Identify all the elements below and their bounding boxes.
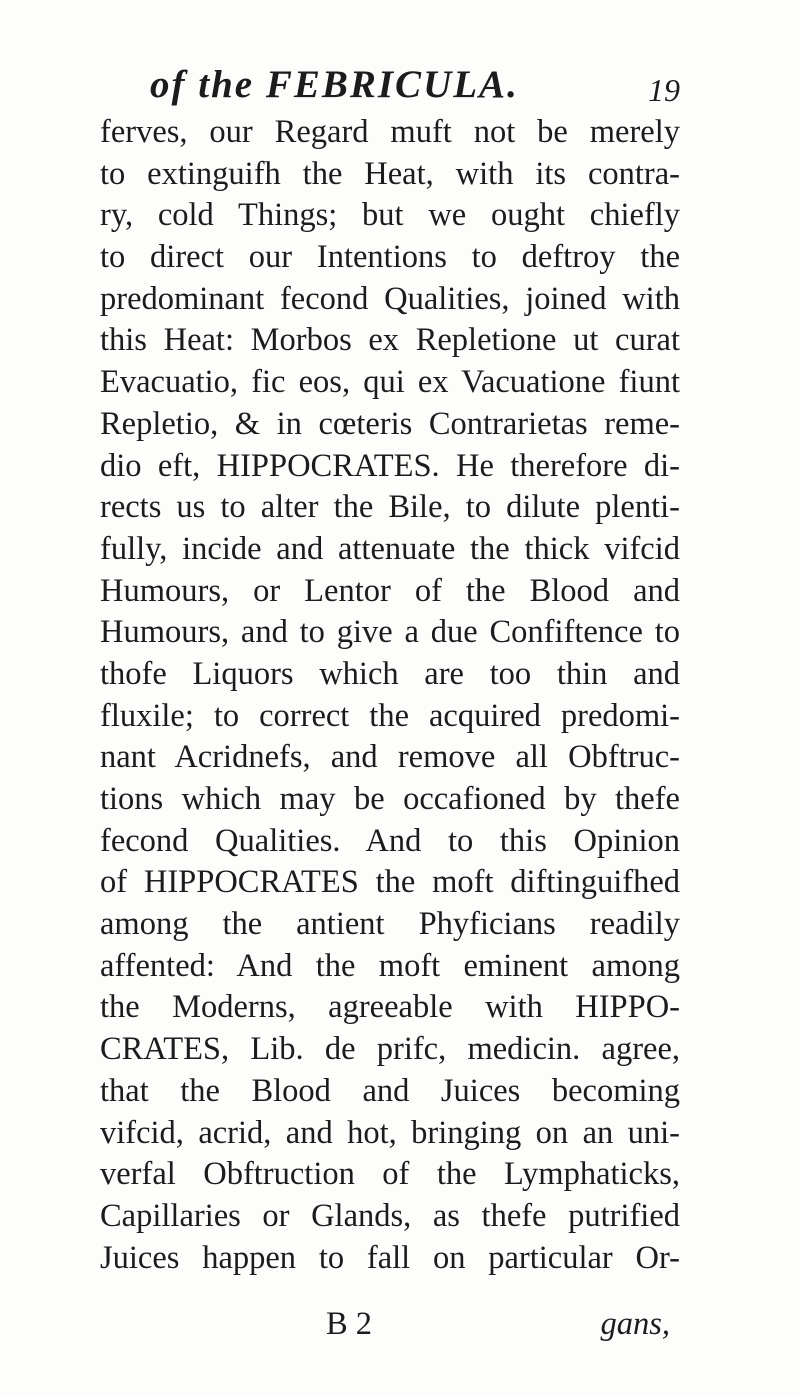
text-line: Evacuatio, fic eos, qui ex Vacuatione fiunt [100,364,680,401]
page-number: 19 [648,72,680,108]
page-footer [100,1306,680,1348]
text-line: among the antient Phyficians readily [100,906,680,943]
text-line: affented: And the moft eminent among [100,947,680,984]
text-line: to extinguifh the Heat, with its contra- [100,155,680,192]
catchword: gans, [600,1306,670,1342]
body-text [100,112,680,1279]
text-line: CRATES, Lib. de prifc, medicin. agree, [100,1031,680,1068]
text-line: to direct our Intentions to deftroy the [100,239,680,276]
text-line: verfal Obftruction of the Lymphaticks, [100,1156,680,1193]
text-line: dio eft, HIPPOCRATES. He therefore di- [100,447,680,484]
text-line: Humours, and to give a due Confiftence to [100,614,680,651]
text-line: vifcid, acrid, and hot, bringing on an uni- [100,1114,680,1151]
text-line: the Moderns, agreeable with HIPPO- [100,989,680,1026]
text-line: thofe Liquors which are too thin and [100,655,680,692]
running-head: of the FEBRICULA. [150,63,519,106]
text-line: fully, incide and attenuate the thick vifcid [100,530,680,567]
text-line: this Heat: Morbos ex Repletione ut curat [100,322,680,359]
page-header [150,62,680,112]
text-line: fluxile; to correct the acquired predomi- [100,697,680,734]
text-line: Juices happen to fall on particular Or- [100,1239,680,1276]
text-line: predominant fecond Qualities, joined with [100,280,680,317]
text-line: Capillaries or Glands, as thefe putrified [100,1197,680,1234]
signature-mark: B 2 [326,1306,373,1342]
text-line: that the Blood and Juices becoming [100,1072,680,1109]
text-line: ferves, our Regard muft not be merely [100,114,680,150]
text-line: Humours, or Lentor of the Blood and [100,572,680,609]
text-line: rects us to alter the Bile, to dilute plenti- [100,489,680,526]
text-line: Repletio, & in cœteris Contrarietas reme- [100,405,680,442]
text-line: of HIPPOCRATES the moft diftinguifhed [100,864,680,901]
text-line: nant Acridnefs, and remove all Obftruc- [100,739,680,776]
text-line: ry, cold Things; but we ought chiefly [100,197,680,234]
text-line: fecond Qualities. And to this Opinion [100,822,680,859]
text-line: tions which may be occafioned by thefe [100,781,680,817]
